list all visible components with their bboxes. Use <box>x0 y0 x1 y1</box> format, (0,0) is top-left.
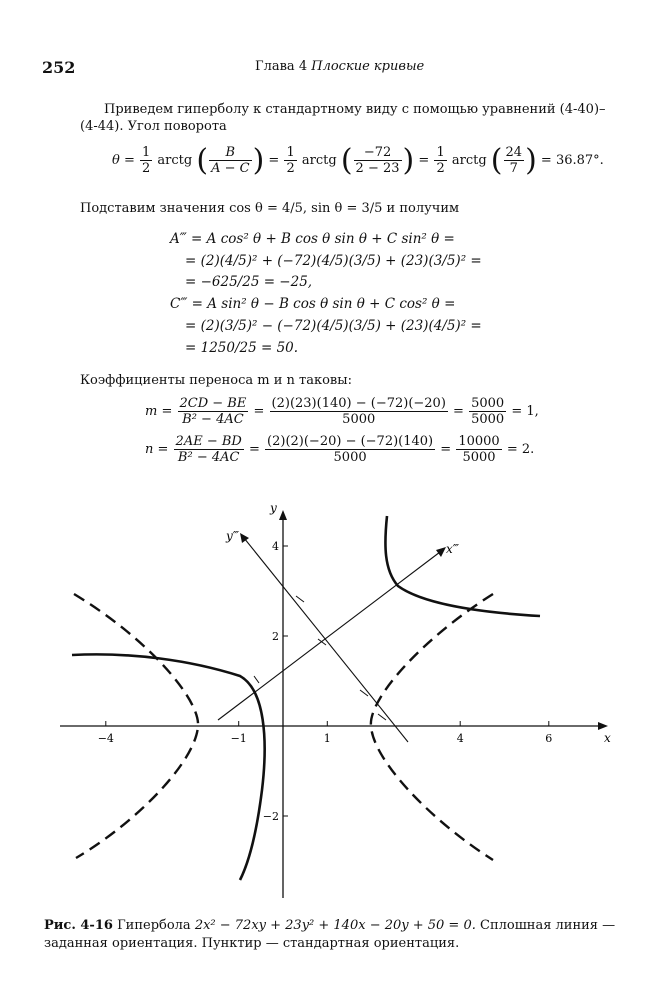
x-tick-label: 6 <box>545 732 553 745</box>
x-rot-axis-arrow <box>436 547 446 557</box>
caption-equation: 2x² − 72xy + 23y² + 140x − 20y + 50 = 0. <box>194 918 476 933</box>
hyperbola-dashed-right-branch <box>371 594 493 860</box>
x-axis-arrow <box>598 722 608 730</box>
rotated-axis-ticks <box>254 596 386 720</box>
running-title-section: Плоские кривые <box>311 59 425 74</box>
paragraph-line: Подставим значения cos θ = 4/5, sin θ = 3/5 и получим <box>80 201 460 216</box>
equation-line: = (2)(3/5)² − (−72)(4/5)(3/5) + (23)(4/5)² = <box>185 318 482 334</box>
equation-line: = 1250/25 = 50. <box>185 340 299 356</box>
equation-line: A‴ = A cos² θ + B cos θ sin θ + C sin² θ = <box>170 231 455 247</box>
running-title-chapter: Глава 4 <box>255 59 308 74</box>
x-tick-label: 1 <box>323 732 331 745</box>
y-rot-axis <box>244 538 408 742</box>
n-equation: n = $\frac{2AE - BD}{\text{B² − 4AC}}$ = $\frac{(2)(2)(-20) - (-72)(140)}{5000}$ = $\frac{10000}{5000}$ = 2. <box>145 434 535 465</box>
hyperbola-solid-right-branch <box>385 516 540 616</box>
y-axis-label: y <box>270 501 277 515</box>
figure-caption <box>44 917 634 953</box>
paragraph-line: Коэффициенты переноса m и n таковы: <box>80 373 352 388</box>
y-rot-axis-arrow <box>240 533 249 543</box>
x-rot-axis <box>218 552 440 720</box>
equation-line: = (2)(4/5)² + (−72)(4/5)(3/5) + (23)(3/5)² = <box>185 253 482 269</box>
page-number: 252 <box>42 58 76 77</box>
y-tick-group <box>263 540 288 823</box>
equation-line: C‴ = A sin² θ − B cos θ sin θ + C cos² θ = <box>170 296 456 312</box>
hyperbola-solid-left-branch <box>72 654 265 880</box>
y-tick-label: 4 <box>272 540 279 553</box>
x-tick-group <box>98 721 553 745</box>
x-axis-label: x <box>604 731 611 745</box>
x-tick-label: 4 <box>456 732 464 745</box>
y-tick-label: 2 <box>272 630 279 643</box>
caption-label: Рис. 4-16 <box>44 918 113 933</box>
y-axis-arrow <box>279 510 287 520</box>
paragraph-line: (4-44). Угол поворота <box>80 119 227 134</box>
theta-equation: θ = $\frac{1}{2}$ arctg ( $\frac{B}{A - C}$ ) = $\frac{1}{2}$ arctg ( $\frac{-72}{2 - 23}$ ) = $\frac{1}{2}$ arctg ( $\frac{24}{7}$ ) = 36.87°. <box>112 143 604 178</box>
equation-line: = −625/25 = −25, <box>185 274 313 290</box>
m-equation: m = $\frac{2CD - BE}{\text{B² − 4AC}}$ = $\frac{(2)(23)(140) - (-72)(-20)}{5000}$ = $\frac{5000}{5000}$ = 1, <box>145 396 539 427</box>
x-rot-axis-label: x‴ <box>446 542 460 556</box>
caption-prefix: Гипербола <box>117 918 195 933</box>
y-tick-label: −2 <box>262 810 279 823</box>
running-title <box>255 59 424 74</box>
hyperbola-figure <box>0 480 666 910</box>
paragraph-line: Приведем гиперболу к стандартному виду с помощью уравнений (4-40)– <box>104 102 606 117</box>
x-tick-label: −4 <box>97 732 114 745</box>
y-rot-axis-label: y‴ <box>226 529 240 543</box>
x-tick-label: −1 <box>230 732 247 745</box>
caption-suffix: Сплошная линия — заданная ориентация. Пунктир — стандартная ориентация. <box>44 918 616 951</box>
